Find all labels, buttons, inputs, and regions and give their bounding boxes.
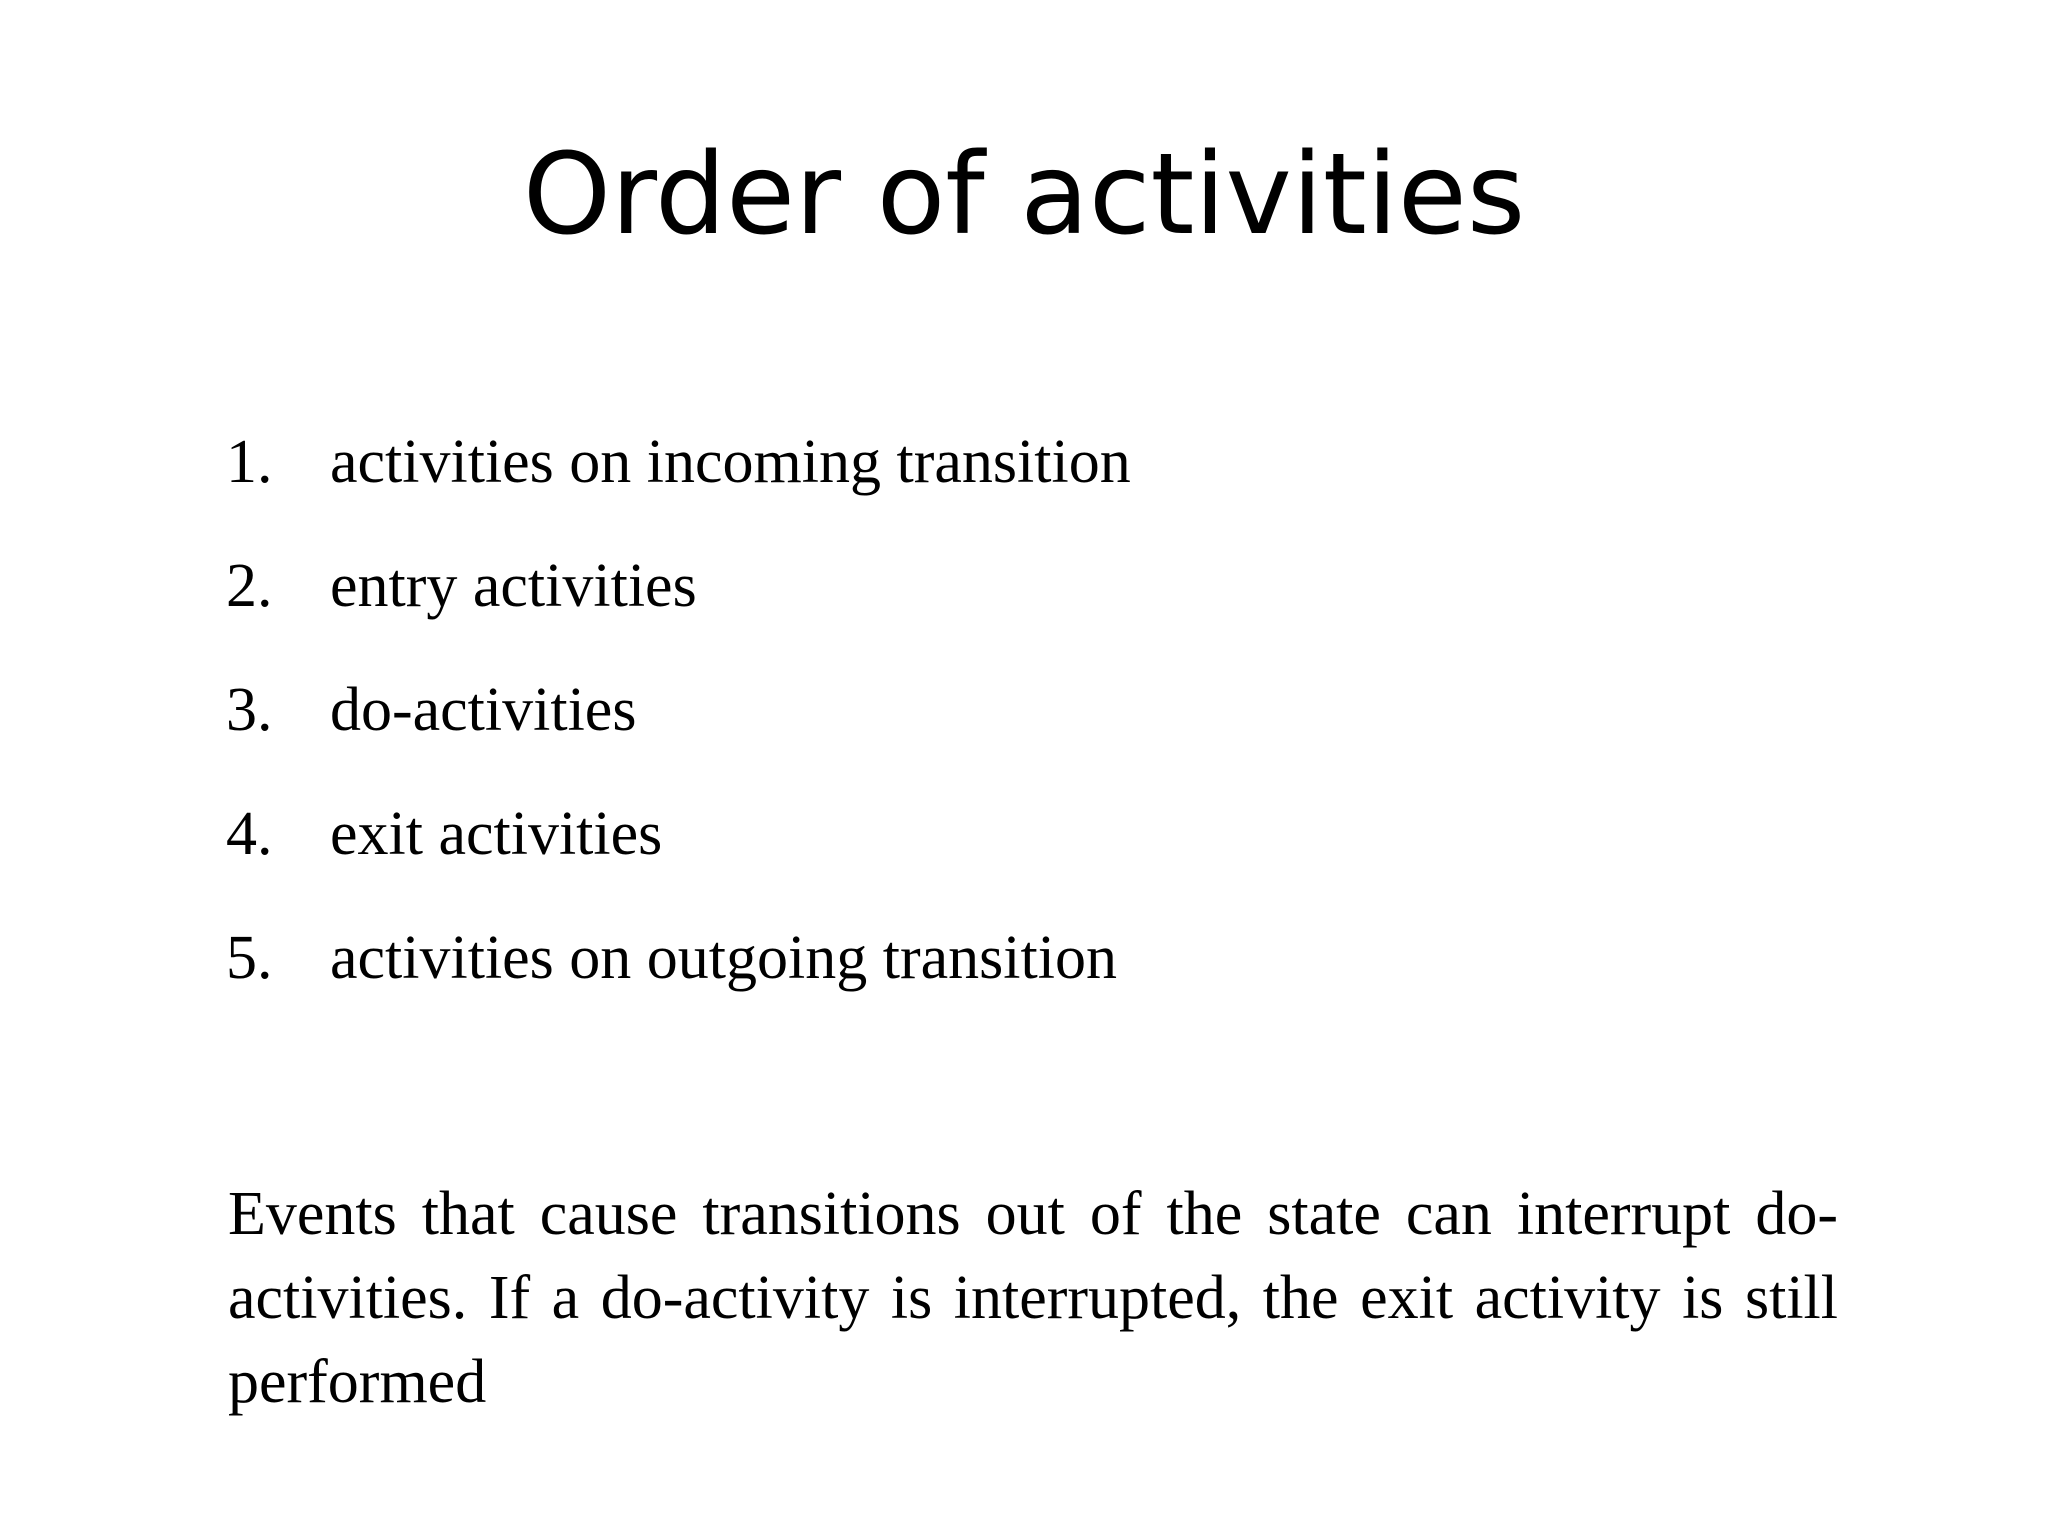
list-item-number: 2. xyxy=(226,552,273,620)
interruption-note: Events that cause transitions out of the state can interrupt do-activities. If a do-activity is interrupted, the exit activity is still performed xyxy=(228,1180,1838,1416)
list-item xyxy=(226,673,1131,797)
list-item-number: 4. xyxy=(226,800,273,868)
activity-order-list xyxy=(226,425,1131,1045)
list-item-text: exit activities xyxy=(330,800,663,868)
list-item-text: activities on outgoing transition xyxy=(330,924,1117,992)
list-item-number: 1. xyxy=(226,428,273,496)
list-item xyxy=(226,425,1131,549)
list-item xyxy=(226,549,1131,673)
list-item xyxy=(226,921,1131,1045)
slide-title: Order of activities xyxy=(522,130,1526,260)
list-item-text: do-activities xyxy=(330,676,637,744)
list-item-number: 5. xyxy=(226,924,273,992)
list-item-text: entry activities xyxy=(330,552,697,620)
list-item-text: activities on incoming transition xyxy=(330,428,1131,496)
list-item-number: 3. xyxy=(226,676,273,744)
list-item xyxy=(226,797,1131,921)
